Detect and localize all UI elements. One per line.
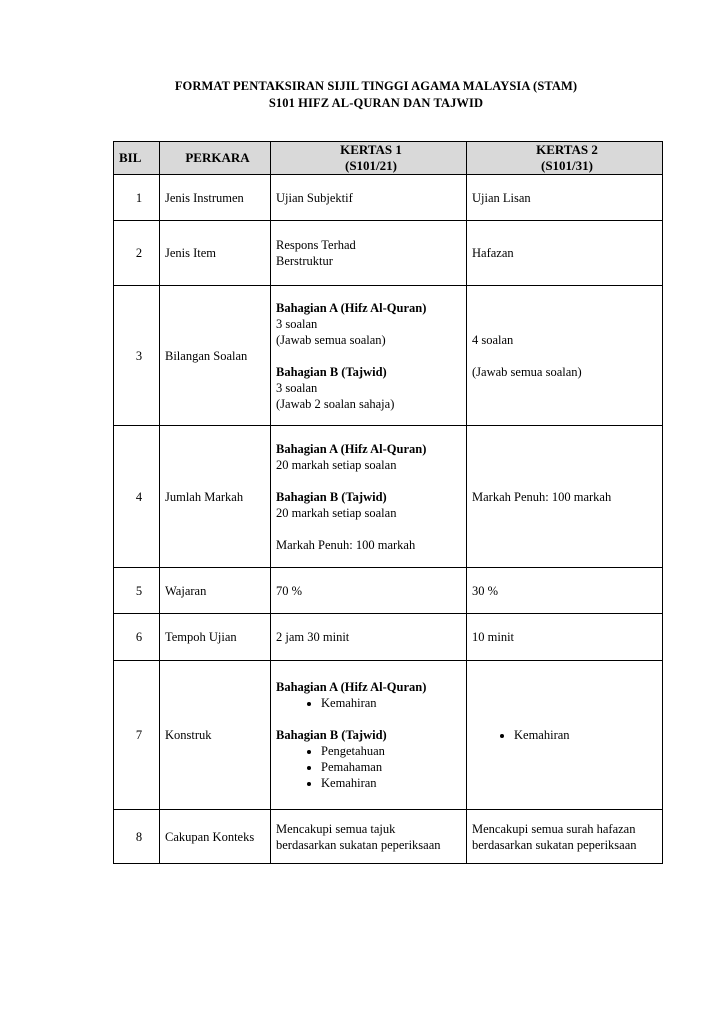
list-item: • Pengetahuan [321,743,466,759]
text-line: berdasarkan sukatan peperiksaan [472,837,637,852]
row-kertas-1 [271,426,467,568]
table-row [114,221,663,286]
table-row [114,426,663,568]
bullet-list [472,727,662,743]
row-perkara: Jenis Item [160,221,271,286]
row-number: 6 [114,614,160,661]
row-perkara: Bilangan Soalan [160,286,271,426]
assessment-format-table [113,141,663,864]
bullet-list [276,743,466,791]
row-perkara: Jenis Instrumen [160,175,271,221]
text-line: (Jawab 2 soalan sahaja) [276,396,395,411]
table-row [114,286,663,426]
table-row [114,661,663,810]
row-perkara: Tempoh Ujian [160,614,271,661]
document-title: FORMAT PENTAKSIRAN SIJIL TINGGI AGAMA MALAYSIA (STAM) [174,79,578,93]
kertas-2-name: KERTAS 2 [536,142,598,157]
row-kertas-2: Markah Penuh: 100 markah [467,426,663,568]
section-heading: Bahagian B (Tajwid) [276,364,387,379]
kertas-1-code: (S101/21) [345,158,397,173]
row-kertas-2: 10 minit [467,614,663,661]
row-kertas-1 [271,221,467,286]
row-kertas-2: Hafazan [467,221,663,286]
table-row [114,810,663,864]
text-line: Mencakupi semua tajuk [276,821,396,836]
row-kertas-2 [467,810,663,864]
text-line: Respons Terhad [276,238,356,252]
table-row [114,175,663,221]
row-number: 5 [114,568,160,614]
row-kertas-1 [271,286,467,426]
header-kertas-2 [467,142,663,175]
row-number: 8 [114,810,160,864]
row-kertas-2: Ujian Lisan [467,175,663,221]
text-line: Berstruktur [276,254,333,268]
list-item: • Kemahiran [321,695,466,711]
list-item: • Kemahiran [321,775,466,791]
row-kertas-2: 30 % [467,568,663,614]
row-number: 2 [114,221,160,286]
kertas-2-code: (S101/31) [541,158,593,173]
row-perkara: Cakupan Konteks [160,810,271,864]
text-line: 4 soalan [472,332,514,347]
row-number: 7 [114,661,160,810]
section-heading: Bahagian A (Hifz Al-Quran) [276,300,427,315]
row-kertas-1 [271,810,467,864]
row-kertas-1: Ujian Subjektif [271,175,467,221]
text-line: 3 soalan [276,316,318,331]
section-heading: Bahagian B (Tajwid) [276,728,387,742]
row-kertas-1: 2 jam 30 minit [271,614,467,661]
table-row [114,568,663,614]
list-item: • Kemahiran [514,727,662,743]
header-bil: BIL [114,142,160,175]
text-line: (Jawab semua soalan) [276,332,386,347]
row-number: 1 [114,175,160,221]
section-heading: Bahagian B (Tajwid) [276,489,387,504]
row-kertas-2 [467,661,663,810]
document-subtitle: S101 HIFZ AL-QURAN DAN TAJWID [268,96,484,110]
text-line: berdasarkan sukatan peperiksaan [276,837,441,852]
list-item: • Pemahaman [321,759,466,775]
text-line: Markah Penuh: 100 markah [276,537,416,552]
section-heading: Bahagian A (Hifz Al-Quran) [276,441,427,456]
row-perkara: Wajaran [160,568,271,614]
text-line: 20 markah setiap soalan [276,505,397,520]
row-perkara: Konstruk [160,661,271,810]
row-number: 4 [114,426,160,568]
bullet-list [276,695,466,711]
row-number: 3 [114,286,160,426]
row-kertas-2 [467,286,663,426]
header-row [114,142,663,175]
text-line: 3 soalan [276,380,318,395]
kertas-1-name: KERTAS 1 [340,142,402,157]
row-perkara: Jumlah Markah [160,426,271,568]
header-kertas-1 [271,142,467,175]
text-line: (Jawab semua soalan) [472,364,582,379]
table-row [114,614,663,661]
row-kertas-1: 70 % [271,568,467,614]
text-line: 20 markah setiap soalan [276,457,397,472]
text-line: Mencakupi semua surah hafazan [472,821,636,836]
header-perkara: PERKARA [160,142,271,175]
row-kertas-1 [271,661,467,810]
section-heading: Bahagian A (Hifz Al-Quran) [276,680,427,694]
